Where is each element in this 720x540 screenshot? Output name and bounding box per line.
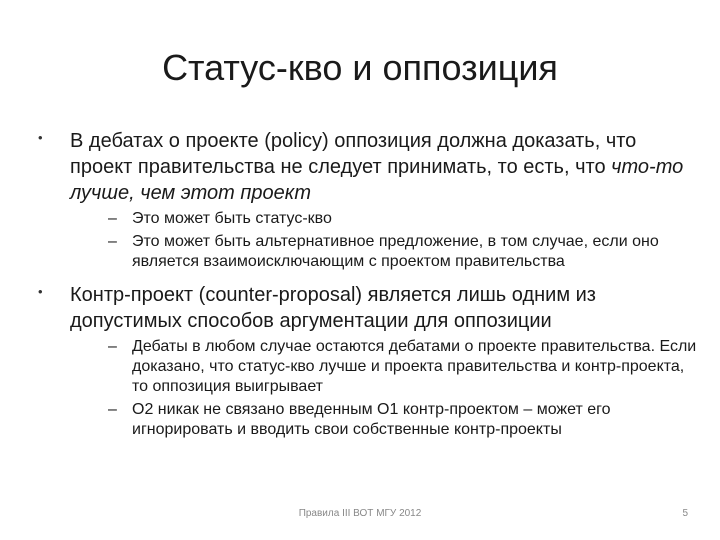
bullet-text-italic: что-то лучше, чем этот проект <box>70 156 684 204</box>
bullet-item <box>38 128 698 272</box>
sub-item-text: Дебаты в любом случае остаются дебатами о проекте правительства. Если доказано, что статус-кво лучше и проекта правительства и контр-проекта, то оппозиция выигрывает <box>132 338 697 395</box>
slide-footer: Правила III ВОТ МГУ 2012 <box>298 508 422 519</box>
sub-item <box>70 209 698 229</box>
dash-icon: – <box>108 338 117 355</box>
bullet-icon: • <box>38 130 43 145</box>
dash-icon: – <box>108 233 117 250</box>
dash-icon: – <box>108 401 117 418</box>
bullet-text: Контр-проект (counter-proposal) является лишь одним из допустимых способов аргументации для оппозиции <box>70 284 596 332</box>
bullet-icon: • <box>38 284 43 299</box>
sub-item <box>70 232 698 272</box>
sub-list <box>70 337 698 440</box>
dash-icon: – <box>108 210 117 227</box>
bullet-text: В дебатах о проекте (policy) оппозиция должна доказать, что проект правительства не следует принимать, то есть, что <box>70 130 637 178</box>
sub-item <box>70 337 698 397</box>
sub-item-text: Это может быть альтернативное предложение, в том случае, если оно является взаимоисключающим с проектом правительства <box>132 233 659 270</box>
bullet-item <box>38 282 698 440</box>
slide-title: Статус-кво и оппозиция <box>162 47 558 88</box>
page-number: 5 <box>682 508 688 519</box>
sub-item <box>70 400 698 440</box>
sub-item-text: Это может быть статус-кво <box>132 210 332 227</box>
sub-list <box>70 209 698 272</box>
slide-body <box>38 128 698 444</box>
sub-item-text: О2 никак не связано введенным О1 контр-проектом – может его игнорировать и вводить свои собственные контр-проекты <box>132 401 611 438</box>
